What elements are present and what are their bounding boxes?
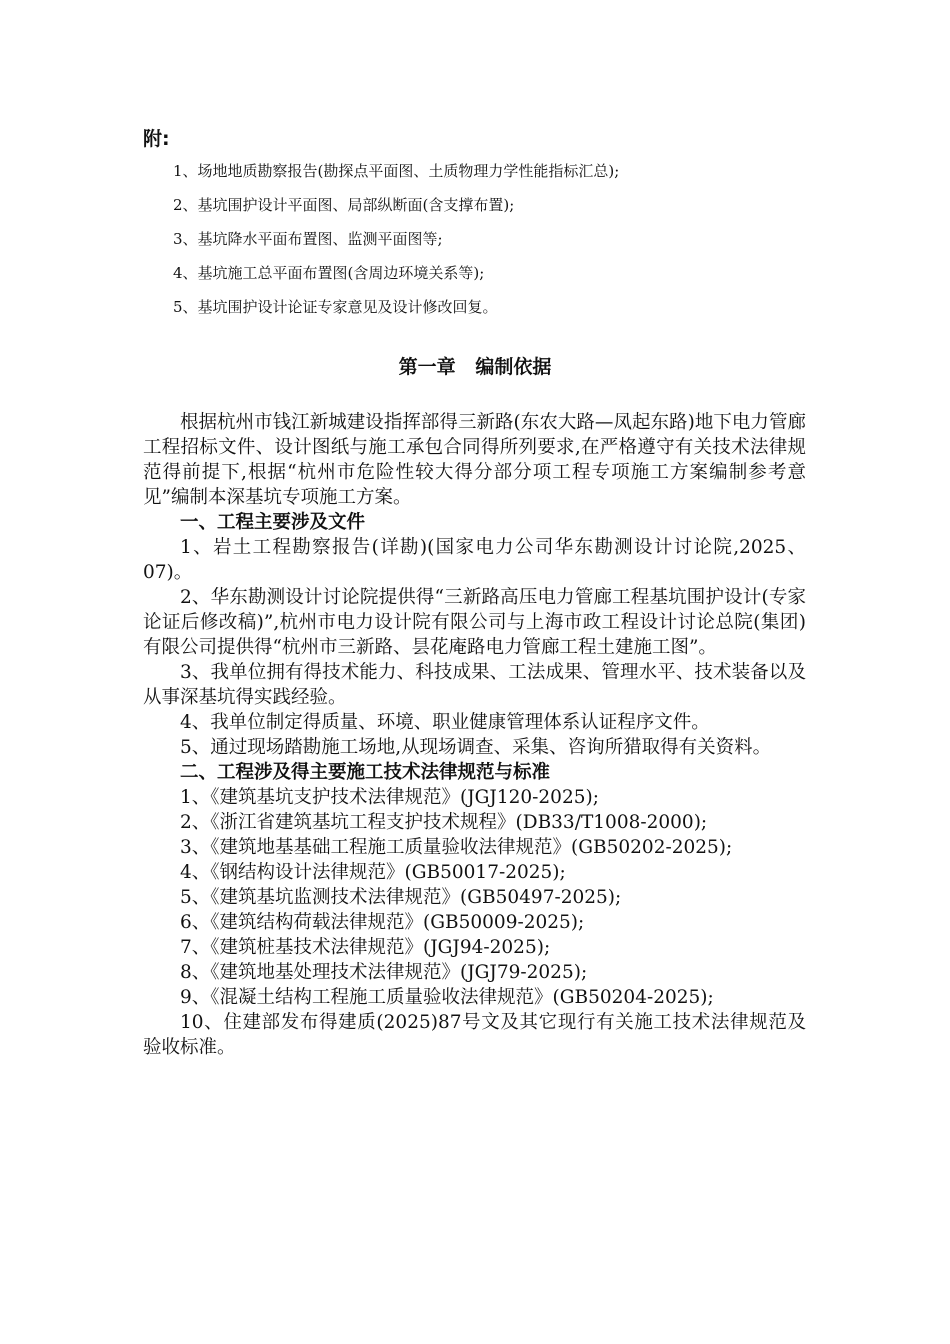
chapter-body — [143, 410, 806, 1060]
standard-item: 7、《建筑桩基技术法律规范》(JGJ94-2025); — [180, 937, 551, 958]
appendix-item: 3、基坑降水平面布置图、监测平面图等; — [173, 230, 443, 248]
standard-item: 4、《钢结构设计法律规范》(GB50017-2025); — [180, 862, 566, 883]
appendix-item: 5、基坑围护设计论证专家意见及设计修改回复。 — [173, 298, 498, 316]
appendix-list — [173, 160, 619, 330]
standard-item: 1、《建筑基坑支护技术法律规范》(JGJ120-2025); — [180, 787, 599, 808]
standard-item: 3、《建筑地基基础工程施工质量验收法律规范》(GB50202-2025); — [180, 837, 733, 858]
standard-item: 5、《建筑基坑监测技术法律规范》(GB50497-2025); — [180, 887, 622, 908]
document-item: 1、岩土工程勘察报告(详勘)(国家电力公司华东勘测设计讨论院,2025、07)。 — [143, 537, 806, 583]
standard-item: 10、住建部发布得建质(2025)87号文及其它现行有关施工技术法律规范及验收标准。 — [143, 1012, 806, 1058]
document-item: 4、我单位制定得质量、环境、职业健康管理体系认证程序文件。 — [180, 712, 710, 733]
intro-paragraph: 根据杭州市钱江新城建设指挥部得三新路(东农大路—凤起东路)地下电力管廊工程招标文件、设计图纸与施工承包合同得所列要求,在严格遵守有关技术法律规范得前提下,根据“杭州市危险性较大得分部分项工程专项施工方案编制参考意见”编制本深基坑专项施工方案。 — [143, 412, 806, 508]
standard-item: 6、《建筑结构荷载法律规范》(GB50009-2025); — [180, 912, 585, 933]
appendix-item: 1、场地地质勘察报告(勘探点平面图、土质物理力学性能指标汇总); — [173, 162, 620, 180]
document-item: 5、通过现场踏勘施工场地,从现场调查、采集、咨询所猎取得有关资料。 — [180, 737, 772, 758]
standard-item: 8、《建筑地基处理技术法律规范》(JGJ79-2025); — [180, 962, 588, 983]
standard-item: 9、《混凝土结构工程施工质量验收法律规范》(GB50204-2025); — [180, 987, 714, 1008]
standard-item: 2、《浙江省建筑基坑工程支护技术规程》(DB33/T1008-2000); — [180, 812, 708, 833]
appendix-item: 2、基坑围护设计平面图、局部纵断面(含支撑布置); — [173, 196, 515, 214]
standards-list — [143, 785, 806, 1060]
appendix-title: 附: — [143, 128, 170, 150]
appendix-item: 4、基坑施工总平面布置图(含周边环境关系等); — [173, 264, 485, 282]
document-item: 3、我单位拥有得技术能力、科技成果、工法成果、管理水平、技术装备以及从事深基坑得实践经验。 — [143, 662, 806, 708]
section-heading-standards: 二、工程涉及得主要施工技术法律规范与标准 — [180, 762, 551, 783]
chapter-title: 第一章 编制依据 — [398, 356, 552, 378]
section-heading-documents: 一、工程主要涉及文件 — [180, 512, 366, 533]
document-item: 2、华东勘测设计讨论院提供得“三新路高压电力管廊工程基坑围护设计(专家论证后修改稿)”,杭州市电力设计院有限公司与上海市政工程设计讨论总院(集团)有限公司提供得“杭州市三新路、昙花庵路电力管廊工程土建施工图”。 — [143, 587, 806, 658]
